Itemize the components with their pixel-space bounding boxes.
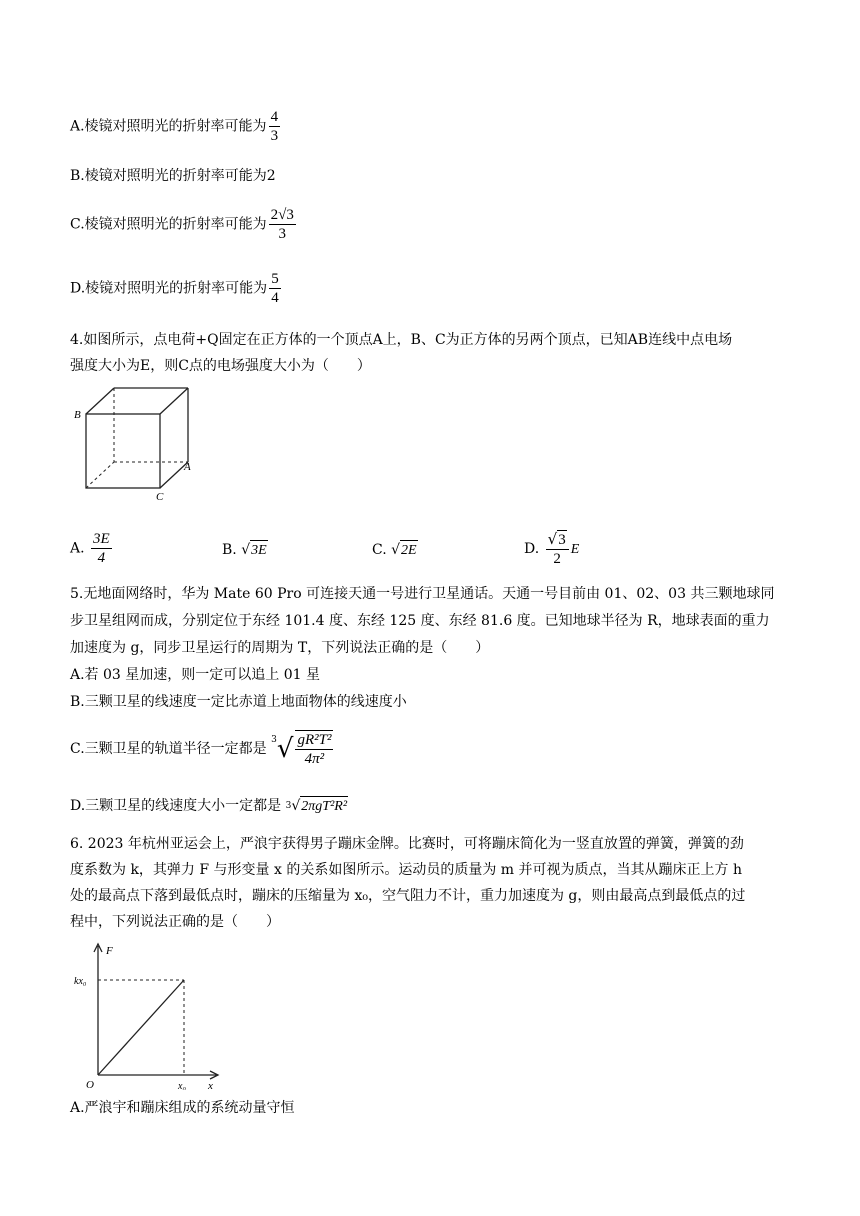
q6-option-a: A.严浪宇和蹦床组成的系统动量守恒 xyxy=(70,1100,295,1116)
cube-figure xyxy=(70,384,210,502)
q3-option-d: D.棱镜对照明光的折射率可能为 $\frac{5}{4}$ xyxy=(70,271,279,306)
force-deformation-graph xyxy=(70,940,230,1090)
radical-icon: √ xyxy=(547,530,558,548)
q4-stem-line1: 4.如图所示，点电荷+Q固定在正方体的一个顶点A上，B、C为正方体的另两个顶点，已知AB连线中点电场 xyxy=(70,332,733,348)
origin-label: O xyxy=(86,1079,94,1090)
q4-option-b: B. √3E xyxy=(222,540,268,561)
q4-option-d: D. $\frac{√3}{2}$ E xyxy=(524,530,580,567)
q3-option-c: C.棱镜对照明光的折射率可能为 $\frac{2√3}{3}$ xyxy=(70,207,294,242)
q3-option-b: B.棱镜对照明光的折射率可能为2 xyxy=(70,168,276,184)
fraction: $\frac{2√3}{3}$ xyxy=(270,207,294,242)
radical-icon: √ xyxy=(391,542,401,558)
q6-stem-line4: 程中，下列说法正确的是（ ） xyxy=(70,914,280,930)
axis-label-f: F xyxy=(106,945,113,957)
q5-stem-line3: 加速度为 g，同步卫星运行的周期为 T，下列说法正确的是（ ） xyxy=(70,640,490,656)
fraction: $\frac{3E}{4}$ xyxy=(93,531,110,566)
label-a: A xyxy=(184,461,191,473)
tick-label-kx0: kx₀ xyxy=(74,976,87,987)
q6-stem-line1: 6. 2023 年杭州亚运会上，严浪宇获得男子蹦床金牌。比赛时，可将蹦床简化为一竖直放置的弹簧，弹簧的劲 xyxy=(70,836,744,852)
fraction: $\frac{\text{gR²T²}}{\text{4π²}}$ xyxy=(297,732,332,767)
q5-option-b: B.三颗卫星的线速度一定比赤道上地面物体的线速度小 xyxy=(70,694,407,710)
q5-stem-line1: 5.无地面网络时，华为 Mate 60 Pro 可连接天通一号进行卫星通话。天通一号目前由 01、02、03 共三颗地球同 xyxy=(70,586,775,602)
q4-option-a: A. $\frac{3E}{4}$ xyxy=(70,531,110,566)
q5-option-a: A.若 03 星加速，则一定可以追上 01 星 xyxy=(70,667,320,683)
radical-icon: √ xyxy=(241,542,251,558)
q4-stem-line2: 强度大小为E，则C点的电场强度大小为（ ） xyxy=(70,358,371,374)
q5-option-c: C.三颗卫星的轨道半径一定都是 $^3$√ $\frac{\text{gR²T²}}{\text{4π²}}$ xyxy=(70,732,332,767)
q5-stem-line2: 步卫星组网而成，分别定位于东经 101.4 度、东经 125 度、东经 81.6 度。已知地球半径为 R，地球表面的重力 xyxy=(70,613,770,629)
q4-option-c: C. √2E xyxy=(372,540,418,561)
axis-label-x: x xyxy=(208,1080,213,1090)
q3-option-a: A.棱镜对照明光的折射率可能为 $\frac{4}{3}$ xyxy=(70,109,279,144)
q6-stem-line2: 度系数为 k，其弹力 F 与形变量 x 的关系如图所示。运动员的质量为 m 并可视为质点，当其从蹦床正上方 h xyxy=(70,862,742,878)
fraction: $\frac{4}{3}$ xyxy=(270,109,279,144)
q6-stem-line3: 处的最高点下落到最低点时，蹦床的压缩量为 x₀，空气阻力不计，重力加速度为 g，则由最高点到最低点的过 xyxy=(70,888,746,904)
fraction: $\frac{5}{4}$ xyxy=(271,271,279,306)
fraction: $\frac{√3}{2}$ xyxy=(546,530,569,568)
label-b: B xyxy=(74,409,81,421)
q5-option-d: D.三颗卫星的线速度大小一定都是 $^3$√2πgT²R² xyxy=(70,796,348,817)
cube-root-icon: √ xyxy=(276,734,294,764)
tick-label-x0: x₀ xyxy=(178,1081,186,1090)
cube-root-icon: √ xyxy=(291,798,301,814)
label-c: C xyxy=(156,491,164,502)
